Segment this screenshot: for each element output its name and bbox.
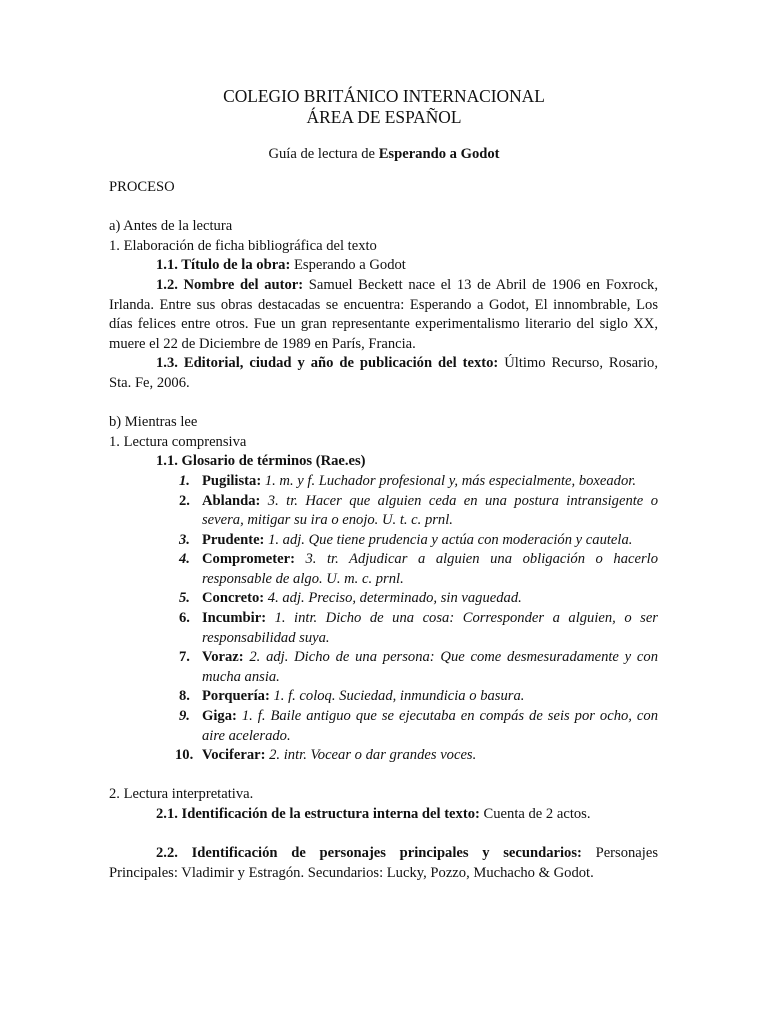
glossary-definition: 1. intr. Dicho de una cosa: Corresponder a alguien, o ser responsabilidad suya. [202,610,658,646]
glossary-list [109,472,658,766]
subsection-1-3-label: 1.3. Editorial, ciudad y año de publicación del texto: [156,355,499,372]
glossary-number: 6. [179,610,190,627]
glossary-definition: 1. f. coloq. Suciedad, inmundicia o basura. [269,688,525,705]
glossary-number: 8. [179,688,190,705]
glossary-definition: 1. f. Baile antiguo que se ejecutaba en compás de seis por ocho, con aire acelerado. [202,708,658,744]
glossary-number: 1. [179,472,190,489]
subsection-2-2-label: 2.2. Identificación de personajes principales y secundarios: [156,845,582,862]
glossary-item [109,531,658,551]
glossary-number: 9. [179,708,190,725]
glossary-term: Pugilista: [202,472,262,489]
section-a-item-1: 1. Elaboración de ficha bibliográfica del texto [109,237,377,254]
section-a-heading: a) Antes de la lectura [109,218,233,235]
subsection-1-3-text: Último Recurso, Rosario, Sta. Fe, 2006. [109,355,658,391]
subsection-1-2 [109,276,658,354]
glossary-term: Prudente: [202,531,265,548]
glossary-number: 2. [179,492,190,509]
section-b-heading: b) Mientras lee [109,414,198,431]
glossary-item [109,648,658,687]
glossary-definition: 3. tr. Adjudicar a alguien una obligación o hacerlo responsable de algo. U. m. c. prnl. [202,551,658,587]
glossary-term: Ablanda: [202,492,261,509]
glossary-term: Concreto: [202,590,265,607]
section-b-item-1: 1. Lectura comprensiva [109,433,247,450]
subsection-1-1-label: 1.1. Título de la obra: [156,257,291,274]
glossary-definition: 3. tr. Hacer que alguien ceda en una postura intransigente o severa, mitigar su ira o enojo. U. t. c. prnl. [202,492,658,529]
document-body [109,178,658,883]
document-header [0,86,768,128]
glossary-number: 10. [175,747,194,764]
glossary-item [109,472,658,492]
glossary-heading: 1.1. Glosario de términos (Rae.es) [156,453,366,470]
section-2-heading: 2. Lectura interpretativa. [109,786,254,803]
glossary-item [109,609,658,648]
subsection-1-2-text: Samuel Beckett nace el 13 de Abril de 1906 en Foxrock, Irlanda. Entre sus obras destacadas se encuentra: Esperando a Godot, El innombrable, Los días felices entre otros. Fue un gran representante experimentalismo literario del siglo XX, muere el 22 de Diciembre de 1989 en París, Francia. [109,276,658,352]
glossary-item [109,746,658,766]
glossary-term: Porquería: [202,688,270,705]
glossary-item [109,687,658,707]
subsection-2-2 [109,844,658,883]
glossary-item [109,707,658,746]
glossary-item [109,550,658,589]
subsection-1-2-label: 1.2. Nombre del autor: [156,276,304,293]
glossary-definition: 2. adj. Dicho de una persona: Que come desmesuradamente y con mucha ansia. [202,649,658,685]
glossary-definition: 4. adj. Preciso, determinado, sin vaguedad. [264,590,522,607]
subsection-2-2-text: Personajes Principales: Vladimir y Estragón. Secundarios: Lucky, Pozzo, Muchacho & Godot. [109,845,658,881]
glossary-number: 4. [179,551,190,568]
glossary-definition: 2. intr. Vocear o dar grandes voces. [265,747,477,764]
glossary-term: Vociferar: [202,747,266,764]
department-name: ÁREA DE ESPAÑOL [306,107,462,127]
subsection-1-1-text: Esperando a Godot [290,257,406,274]
glossary-term: Voraz: [202,649,244,666]
subsection-2-1-label: 2.1. Identificación de la estructura interna del texto: [156,806,480,822]
glossary-item [109,589,658,609]
glossary-item [109,492,658,531]
book-title: Esperando a Godot [378,146,500,162]
subsection-1-1 [109,256,658,276]
subtitle-prefix: Guía de lectura de [268,146,379,162]
school-name: COLEGIO BRITÁNICO INTERNACIONAL [223,86,545,106]
glossary-number: 7. [179,649,190,666]
glossary-number: 3. [179,531,190,548]
subsection-2-1 [109,805,658,825]
subsection-2-1-text: Cuenta de 2 actos. [479,806,591,822]
subsection-1-3 [109,354,658,393]
glossary-term: Comprometer: [202,551,295,568]
glossary-definition: 1. m. y f. Luchador profesional y, más especialmente, boxeador. [261,472,636,489]
glossary-number: 5. [179,590,190,607]
glossary-definition: 1. adj. Que tiene prudencia y actúa con moderación y cautela. [264,531,633,548]
process-heading: PROCESO [109,179,175,195]
guide-subtitle [0,145,768,165]
glossary-term: Incumbir: [202,610,267,627]
glossary-term: Giga: [202,708,237,725]
